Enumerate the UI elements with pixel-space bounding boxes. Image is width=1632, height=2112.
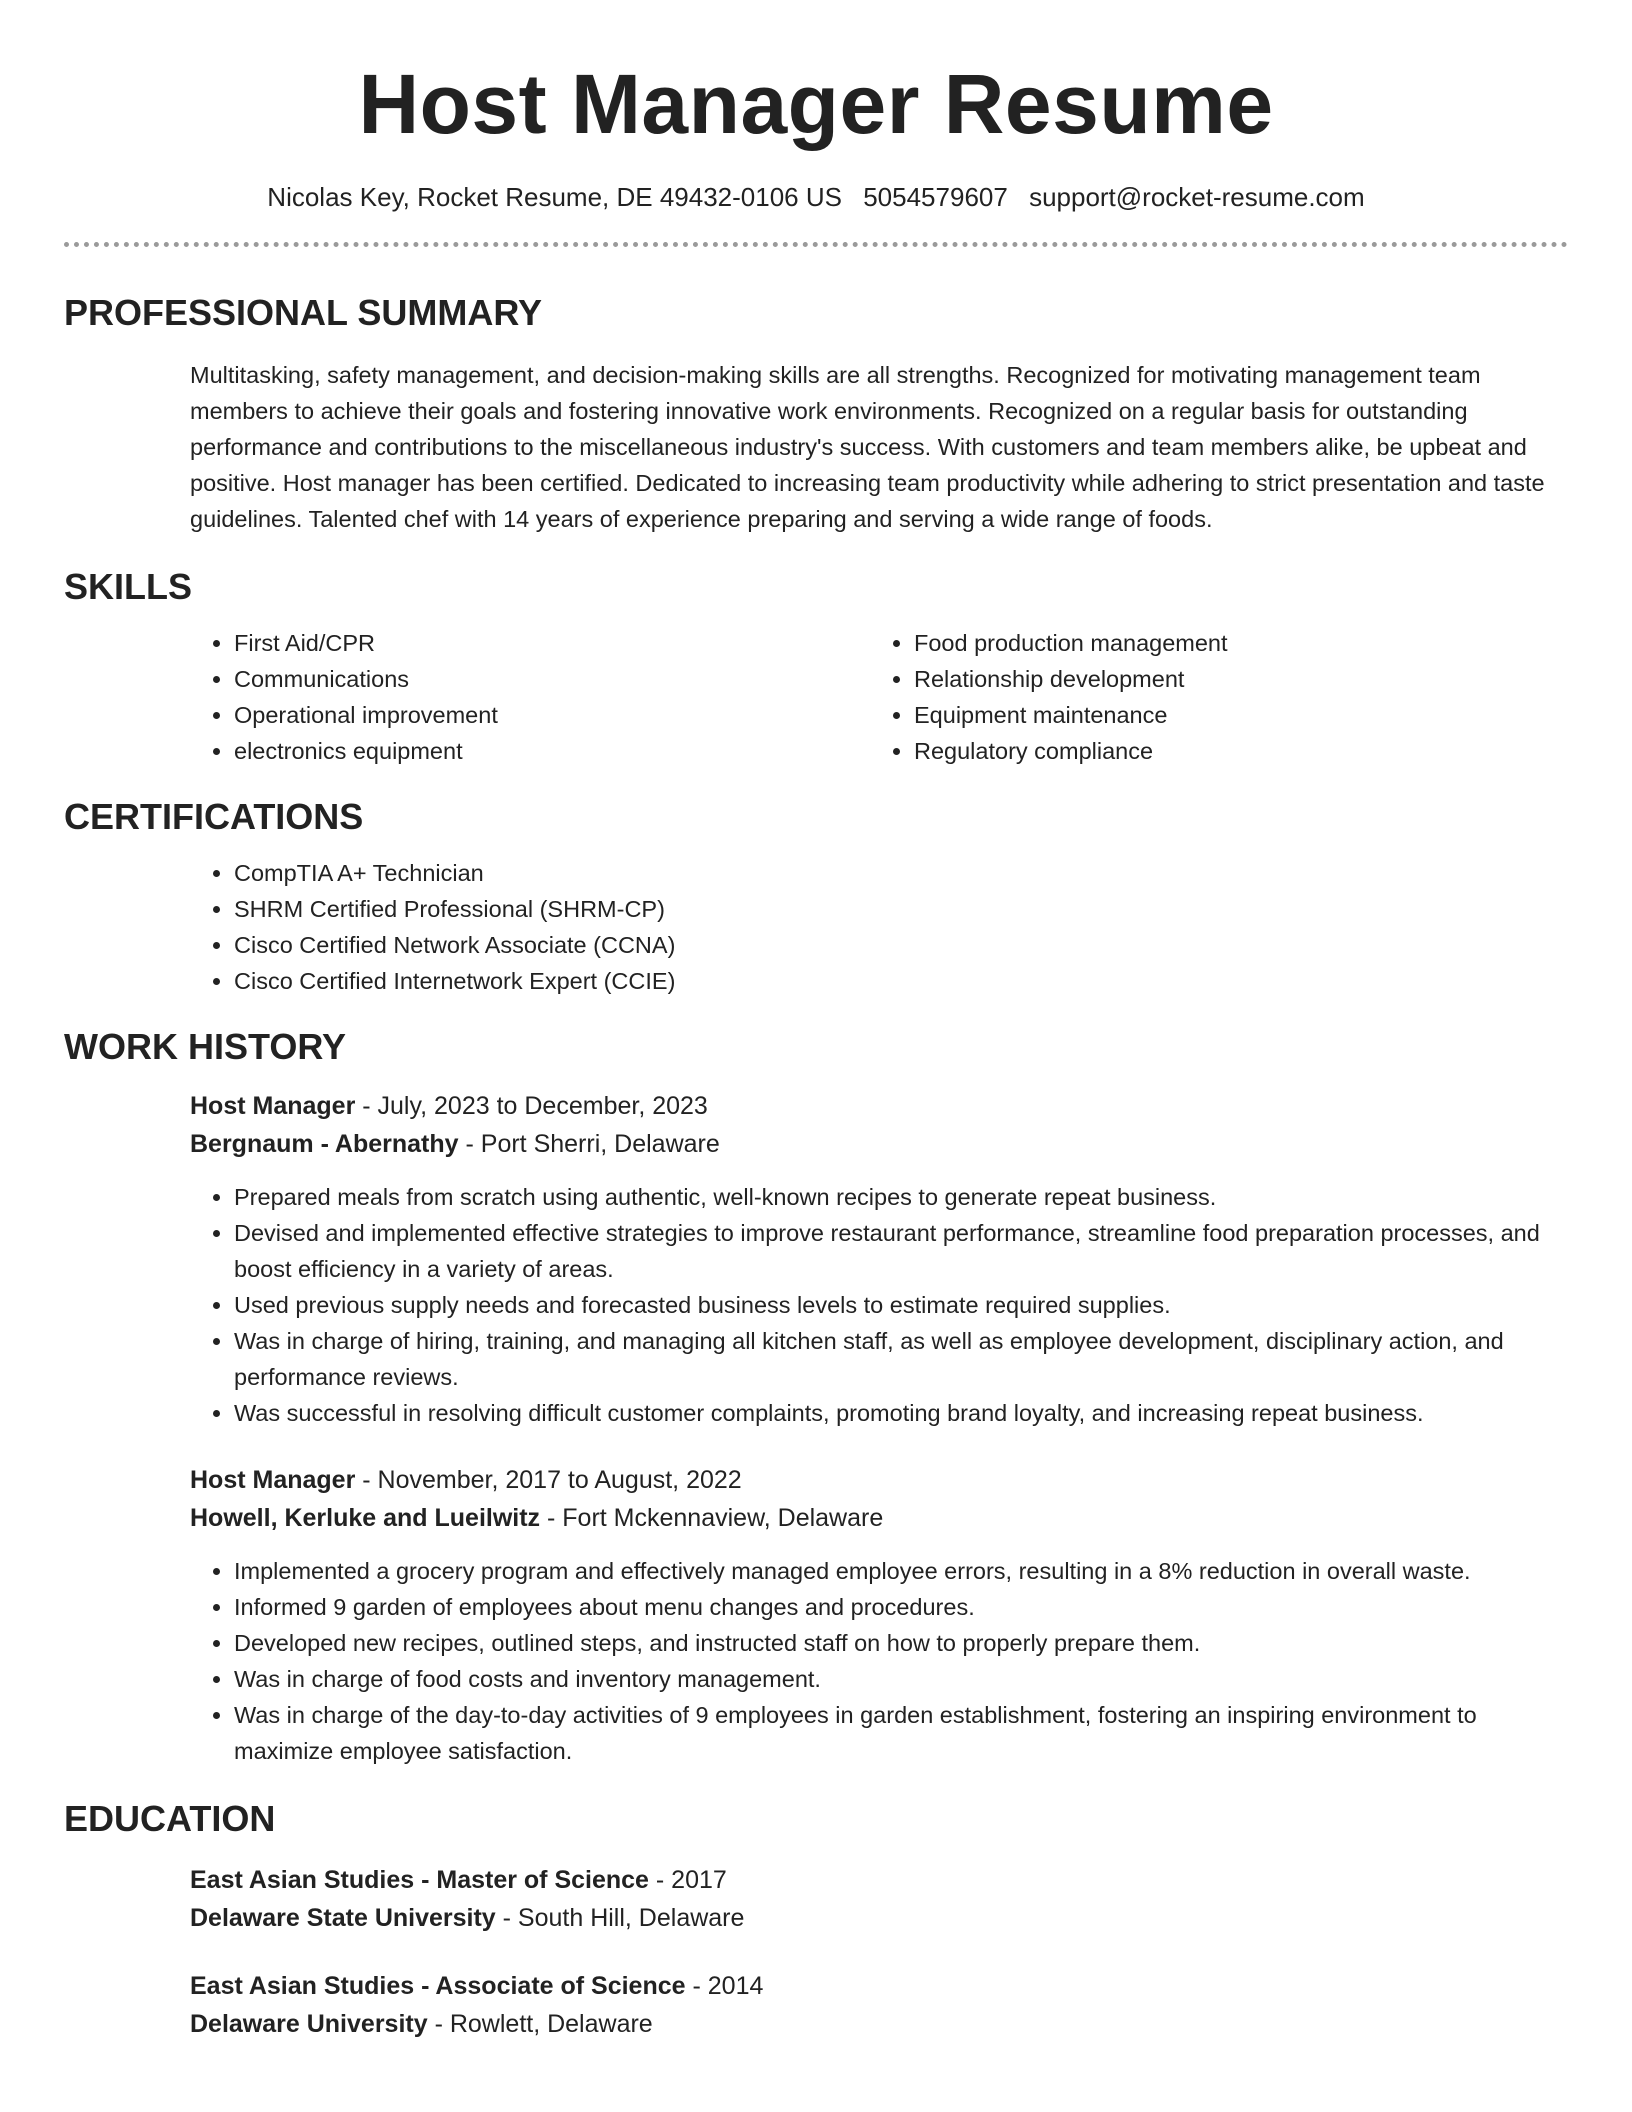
job-company-line	[190, 1499, 1568, 1537]
skill-item: • Food production management	[914, 625, 1550, 661]
separator: -	[495, 1904, 518, 1932]
certification-item: • Cisco Certified Internetwork Expert (CCIE)	[234, 963, 1568, 999]
education-entry	[190, 1861, 1568, 1937]
summary-body	[190, 357, 1568, 537]
skills-column-right	[870, 625, 1550, 769]
education-heading: EDUCATION	[64, 1798, 276, 1839]
skills-grid	[190, 625, 1568, 769]
certifications-section	[64, 795, 1568, 999]
education-entry	[190, 1967, 1568, 2043]
job-bullet: • Devised and implemented effective strategies to improve restaurant performance, streamline food preparation processes, and boost efficiency in a variety of areas.	[234, 1215, 1568, 1287]
job-dates: July, 2023 to December, 2023	[377, 1092, 708, 1120]
job-bullets	[190, 1179, 1568, 1431]
work-history-heading: WORK HISTORY	[64, 1026, 347, 1067]
education-year: 2017	[671, 1866, 727, 1894]
education-school-line	[190, 1899, 1568, 1937]
job-bullet: • Was successful in resolving difficult customer complaints, promoting brand loyalty, and increasing repeat business.	[234, 1395, 1568, 1431]
job-bullet: • Implemented a grocery program and effectively managed employee errors, resulting in a 8% reduction in overall waste.	[234, 1553, 1568, 1589]
skill-item: • electronics equipment	[234, 733, 870, 769]
separator: -	[540, 1504, 563, 1532]
skill-item: • Operational improvement	[234, 697, 870, 733]
contact-phone: 5054579607	[863, 182, 1008, 212]
skill-item: • Regulatory compliance	[914, 733, 1550, 769]
education-degree-line	[190, 1861, 1568, 1899]
skill-item: • Equipment maintenance	[914, 697, 1550, 733]
job-location: Port Sherri, Delaware	[480, 1130, 720, 1158]
education-school: Delaware State University	[190, 1904, 496, 1932]
work-history-section	[64, 1025, 1568, 1769]
job-title: Host Manager	[190, 1466, 356, 1494]
job-location: Fort Mckennaview, Delaware	[562, 1504, 884, 1532]
job-bullet: • Was in charge of the day-to-day activities of 9 employees in garden establishment, fostering an inspiring environment to maximize employee satisfaction.	[234, 1697, 1568, 1769]
certification-item: • SHRM Certified Professional (SHRM-CP)	[234, 891, 1568, 927]
skills-section	[64, 565, 1568, 769]
education-section	[64, 1797, 1568, 2043]
skill-item: • Communications	[234, 661, 870, 697]
education-degree: East Asian Studies - Associate of Science	[190, 1972, 686, 2000]
separator: -	[458, 1130, 481, 1158]
job-title-line	[190, 1461, 1568, 1499]
separator: -	[685, 1972, 708, 2000]
job-bullets	[190, 1553, 1568, 1769]
job-entry	[190, 1087, 1568, 1431]
job-entry	[190, 1461, 1568, 1769]
job-company: Bergnaum - Abernathy	[190, 1130, 459, 1158]
certifications-body	[190, 855, 1568, 999]
summary-section	[64, 291, 1568, 537]
summary-text: Multitasking, safety management, and decision-making skills are all strengths. Recognized for motivating management team members to achieve their goals and fostering innovative work environments. Recognized on a regular basis for outstanding performance and contributions to the miscellaneous industry's success. With customers and team members alike, be upbeat and positive. Host manager has been certified. Dedicated to increasing team productivity while adhering to strict presentation and taste guidelines. Talented chef with 14 years of experience preparing and serving a wide range of foods.	[190, 362, 1545, 532]
certifications-heading: CERTIFICATIONS	[64, 796, 364, 837]
job-title-line	[190, 1087, 1568, 1125]
resume-title: Host Manager Resume	[358, 57, 1274, 151]
skill-item: • First Aid/CPR	[234, 625, 870, 661]
summary-heading: PROFESSIONAL SUMMARY	[64, 292, 543, 333]
education-year: 2014	[707, 1972, 764, 2000]
job-company: Howell, Kerluke and Lueilwitz	[190, 1504, 541, 1532]
contact-line	[64, 180, 1568, 214]
separator: -	[355, 1092, 378, 1120]
job-bullet: • Was in charge of hiring, training, and managing all kitchen staff, as well as employee development, disciplinary action, and performance reviews.	[234, 1323, 1568, 1395]
job-dates: November, 2017 to August, 2022	[377, 1466, 742, 1494]
skill-item: • Relationship development	[914, 661, 1550, 697]
job-company-line	[190, 1125, 1568, 1163]
education-degree: East Asian Studies - Master of Science	[190, 1866, 649, 1894]
skills-heading: SKILLS	[64, 566, 193, 607]
job-bullet: • Informed 9 garden of employees about menu changes and procedures.	[234, 1589, 1568, 1625]
separator: -	[355, 1466, 378, 1494]
contact-address: Nicolas Key, Rocket Resume, DE 49432-0106 US	[267, 182, 842, 212]
header-divider	[64, 242, 1568, 247]
job-bullet: • Developed new recipes, outlined steps, and instructed staff on how to properly prepare them.	[234, 1625, 1568, 1661]
job-title: Host Manager	[190, 1092, 356, 1120]
education-degree-line	[190, 1967, 1568, 2005]
job-bullet: • Used previous supply needs and forecasted business levels to estimate required supplies.	[234, 1287, 1568, 1323]
skills-column-left	[190, 625, 870, 769]
education-location: Rowlett, Delaware	[449, 2010, 653, 2038]
education-school: Delaware University	[190, 2010, 428, 2038]
education-school-line	[190, 2005, 1568, 2043]
job-bullet: • Was in charge of food costs and inventory management.	[234, 1661, 1568, 1697]
separator: -	[427, 2010, 450, 2038]
job-bullet: • Prepared meals from scratch using authentic, well-known recipes to generate repeat business.	[234, 1179, 1568, 1215]
education-location: South Hill, Delaware	[517, 1904, 745, 1932]
separator: -	[648, 1866, 672, 1894]
certification-item: • CompTIA A+ Technician	[234, 855, 1568, 891]
contact-email: support@rocket-resume.com	[1029, 182, 1365, 212]
certification-item: • Cisco Certified Network Associate (CCNA)	[234, 927, 1568, 963]
